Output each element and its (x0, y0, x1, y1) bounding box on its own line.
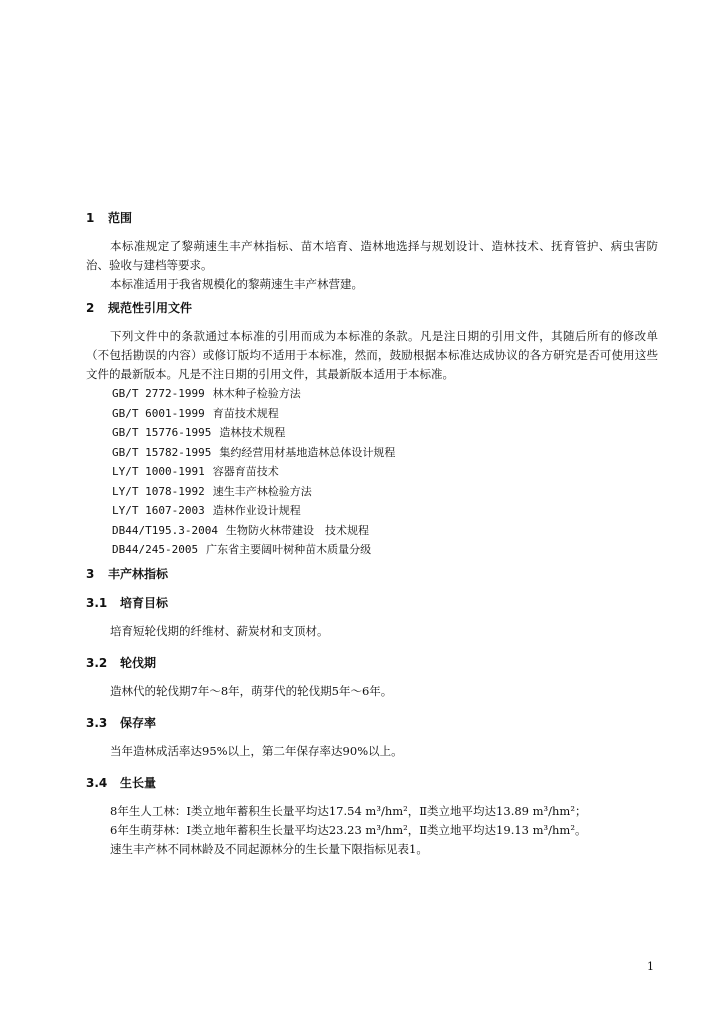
subsection-3-2-heading (86, 653, 658, 673)
subsection-3-3-heading (86, 713, 658, 733)
reference-title: 造林作业设计规程 (212, 504, 301, 517)
section-number: 2 (86, 301, 95, 315)
subsection-3-4-heading (86, 773, 658, 793)
reference-title: 林木种子检验方法 (212, 387, 301, 400)
document-body (86, 208, 658, 859)
growth-coppice-text: 6年生萌芽林：Ⅰ类立地年蓄积生长量平均达23.23 m³/hm²，Ⅱ类立地平均达19.13 m³/hm²。 (110, 822, 587, 837)
subsection-number: 3.4 (86, 775, 108, 790)
section-title: 范围 (108, 211, 133, 225)
section-1-heading (86, 208, 658, 228)
reference-item (86, 404, 658, 424)
reference-item (86, 443, 658, 463)
reference-title: 育苗技术规程 (212, 406, 279, 420)
section-3-heading (86, 564, 658, 584)
reference-item (86, 462, 658, 482)
subsection-title: 生长量 (120, 775, 157, 790)
reference-code: GB/T 15782-1995 (112, 445, 212, 459)
section-title: 丰产林指标 (108, 566, 169, 581)
subsection-number: 3.3 (86, 715, 108, 730)
growth-plantation-text: 8年生人工林：Ⅰ类立地年蓄积生长量平均达17.54 m³/hm²，Ⅱ类立地平均达13.89 m³/hm²； (110, 803, 587, 818)
reference-item (86, 423, 658, 443)
reference-title: 容器育苗技术 (212, 465, 279, 478)
subsection-number: 3.1 (86, 595, 108, 610)
reference-code: LY/T 1000-1991 (112, 465, 205, 478)
reference-item (86, 482, 658, 502)
cultivation-goal-text: 培育短轮伐期的纤维材、薪炭材和支顶材。 (110, 623, 329, 638)
reference-code: DB44/T195.3-2004 (112, 523, 218, 537)
section-number: 1 (86, 211, 95, 225)
reference-title: 生物防火林带建设 技术规程 (225, 523, 369, 537)
subsection-title: 轮伐期 (120, 655, 157, 670)
reference-code: LY/T 1078-1992 (112, 484, 205, 498)
reference-item (86, 384, 658, 404)
section-title: 规范性引用文件 (108, 301, 193, 315)
reference-title: 广东省主要阔叶树种苗木质量分级 (206, 543, 372, 556)
subsection-3-1-heading (86, 593, 658, 613)
growth-table-reference-text: 速生丰产林不同林龄及不同起源林分的生长量下限指标见表1。 (110, 841, 428, 856)
reference-code: LY/T 1607-2003 (112, 504, 205, 517)
reference-item (86, 521, 658, 541)
normative-references-paragraph: 下列文件中的条款通过本标准的引用而成为本标准的条款。凡是注日期的引用文件，其随后所有的修改单（不包括勘误的内容）或修订版均不适用于本标准，然而，鼓励根据本标准达成协议的各方研究是否可使用这些文件的最新版本。凡是不注日期的引用文件，其最新版本适用于本标准。 (86, 329, 658, 381)
section-2-heading (86, 298, 658, 318)
subsection-title: 保存率 (120, 715, 157, 730)
reference-code: GB/T 6001-1999 (112, 406, 205, 420)
reference-code: GB/T 15776-1995 (112, 426, 212, 439)
reference-code: GB/T 2772-1999 (112, 387, 205, 400)
scope-paragraph-2: 本标准适用于我省规模化的黎蒴速生丰产林营建。 (110, 277, 363, 291)
reference-title: 造林技术规程 (219, 426, 286, 439)
reference-title: 速生丰产林检验方法 (212, 484, 312, 498)
reference-item (86, 540, 658, 560)
reference-code: DB44/245-2005 (112, 543, 199, 556)
scope-paragraph-1: 本标准规定了黎蒴速生丰产林指标、苗木培育、造林地选择与规划设计、造林技术、抚育管护、病虫害防治、验收与建档等要求。 (86, 239, 658, 272)
reference-list (86, 384, 658, 560)
subsection-number: 3.2 (86, 655, 108, 670)
reference-title: 集约经营用材基地造林总体设计规程 (219, 445, 396, 459)
subsection-title: 培育目标 (120, 595, 169, 610)
section-number: 3 (86, 566, 95, 581)
rotation-period-text: 造林代的轮伐期7年～8年，萌芽代的轮伐期5年～6年。 (110, 683, 393, 698)
survival-rate-text: 当年造林成活率达95%以上，第二年保存率达90%以上。 (110, 743, 403, 758)
reference-item (86, 501, 658, 521)
page-number: 1 (647, 960, 654, 973)
